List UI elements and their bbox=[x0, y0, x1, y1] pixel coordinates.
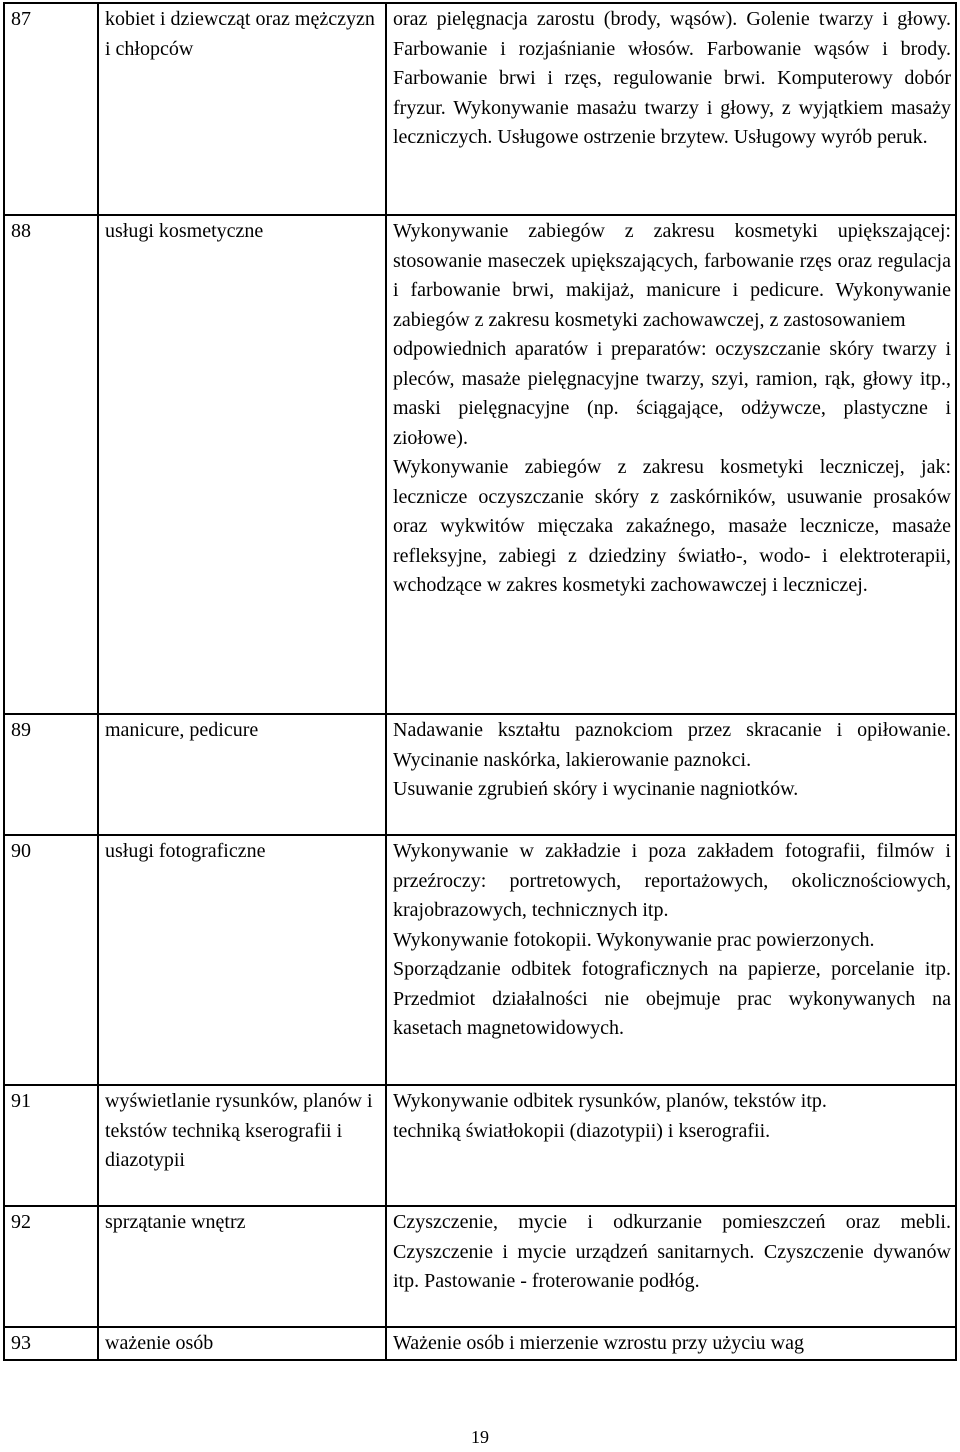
service-description bbox=[386, 1206, 956, 1327]
description-paragraph: Wykonywanie w zakładzie i poza zakładem fotografii, filmów i przeźroczy: portretowych, reportażowych, okolicznościowych, krajobrazowych, technicznych itp. bbox=[393, 840, 951, 921]
table-row bbox=[4, 1206, 956, 1327]
row-number: 88 bbox=[4, 215, 98, 714]
service-name: usługi kosmetyczne bbox=[98, 215, 386, 714]
row-number: 93 bbox=[4, 1327, 98, 1360]
service-name: sprzątanie wnętrz bbox=[98, 1206, 386, 1327]
page-number: 19 bbox=[471, 1427, 489, 1447]
description-paragraph: techniką światłokopii (diazotypii) i kserografii. bbox=[393, 1119, 771, 1142]
service-description bbox=[386, 3, 956, 215]
row-number: 87 bbox=[4, 3, 98, 215]
table-row bbox=[4, 714, 956, 835]
service-name: wyświetlanie rysunków, planów i tekstów techniką kserografii i diazotypii bbox=[98, 1085, 386, 1206]
row-number: 90 bbox=[4, 835, 98, 1085]
description-paragraph: oraz pielęgnacja zarostu (brody, wąsów). Golenie twarzy i głowy. Farbowanie i rozjaśnianie włosów. Farbowanie wąsów i brody. Farbowanie brwi i rzęs, regulowanie brwi. Komputerowy dobór fryzur. Wykonywanie masażu twarzy i głowy, z wyjątkiem masaży leczniczych. Usługowe ostrzenie brzytew. Usługowy wyrób peruk. bbox=[393, 8, 951, 148]
description-paragraph: Czyszczenie, mycie i odkurzanie pomieszczeń oraz mebli. Czyszczenie i mycie urządzeń sanitarnych. Czyszczenie dywanów itp. Pastowanie - froterowanie podłóg. bbox=[393, 1211, 951, 1292]
service-description bbox=[386, 1327, 956, 1360]
table-row bbox=[4, 1327, 956, 1360]
row-number: 89 bbox=[4, 714, 98, 835]
services-table bbox=[3, 2, 957, 1361]
service-name: kobiet i dziewcząt oraz mężczyzn i chłopców bbox=[98, 3, 386, 215]
service-description bbox=[386, 835, 956, 1085]
table-row bbox=[4, 835, 956, 1085]
row-number: 92 bbox=[4, 1206, 98, 1327]
services-table-body bbox=[4, 3, 956, 1360]
table-row bbox=[4, 3, 956, 215]
description-paragraph: Usuwanie zgrubień skóry i wycinanie nagniotków. bbox=[393, 778, 799, 800]
description-paragraph: Nadawanie kształtu paznokciom przez skracanie i opiłowanie. Wycinanie naskórka, lakierowanie paznokci. bbox=[393, 719, 951, 771]
service-name: usługi fotograficzne bbox=[98, 835, 386, 1085]
description-paragraph: Ważenie osób i mierzenie wzrostu przy użyciu wag bbox=[393, 1332, 805, 1354]
description-paragraph: Wykonywanie fotokopii. Wykonywanie prac powierzonych. bbox=[393, 928, 875, 951]
row-number: 91 bbox=[4, 1085, 98, 1206]
service-description bbox=[386, 1085, 956, 1206]
service-name: ważenie osób bbox=[98, 1327, 386, 1360]
table-row bbox=[4, 215, 956, 714]
description-paragraph: Wykonywanie zabiegów z zakresu kosmetyki upiększającej: stosowanie maseczek upiększających, farbowanie rzęs oraz regulacja i farbowanie brwi, makijaż, manicure i pedicure. Wykonywanie zabiegów z zakresu kosmetyki zachowawczej, z zastosowaniem bbox=[393, 220, 951, 331]
description-paragraph: Wykonywanie odbitek rysunków, planów, tekstów itp. bbox=[393, 1090, 827, 1112]
description-paragraph: Wykonywanie zabiegów z zakresu kosmetyki leczniczej, jak: lecznicze oczyszczanie skóry z zaskórników, usuwanie prosaków oraz wykwitów mięczaka zakaźnego, masaże lecznicze, masaże refleksyjne, zabiegi z dziedziny światło-, wodo- i elektroterapii, wchodzące w zakres kosmetyki zachowawczej i leczniczej. bbox=[393, 456, 951, 596]
service-description bbox=[386, 714, 956, 835]
description-paragraph: odpowiednich aparatów i preparatów: oczyszczanie skóry twarzy i pleców, masaże pielęgnacyjne twarzy, szyi, ramion, rąk, głowy itp., maski pielęgnacyjne (np. ściągające, odżywcze, plastyczne i ziołowe). bbox=[393, 338, 951, 449]
service-name: manicure, pedicure bbox=[98, 714, 386, 835]
service-description bbox=[386, 215, 956, 714]
table-row bbox=[4, 1085, 956, 1206]
description-paragraph: Sporządzanie odbitek fotograficznych na papierze, porcelanie itp. Przedmiot działalności nie obejmuje prac wykonywanych na kasetach magnetowidowych. bbox=[393, 958, 951, 1039]
